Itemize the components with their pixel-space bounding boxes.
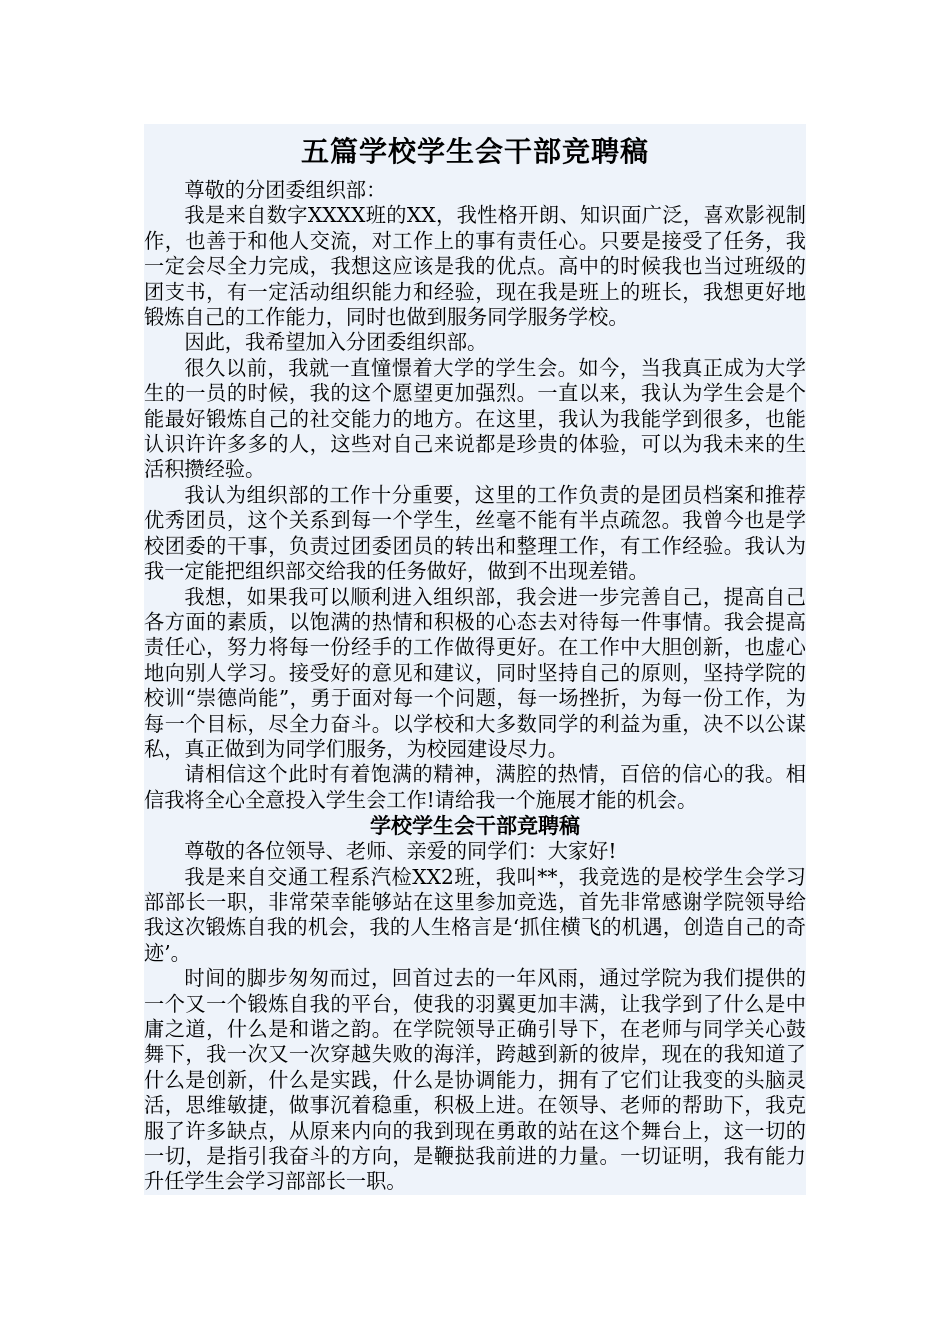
document-body	[144, 124, 806, 1195]
section-organization-dept	[144, 178, 806, 813]
body-paragraph: 我是来自数字XXXX班的XX，我性格开朗、知识面广泛，喜欢影视制作，也善于和他人交流，对工作上的事有责任心。只要是接受了任务，我一定会尽全力完成，我想这应该是我的优点。高中的时候我也当过班级的团支书，有一定活动组织能力和经验，现在我是班上的班长，我想更好地锻炼自己的工作能力，同时也做到服务同学服务学校。	[144, 203, 806, 330]
body-paragraph: 因此，我希望加入分团委组织部。	[184, 330, 488, 355]
salutation-paragraph: 尊敬的各位领导、老师、亲爱的同学们：大家好!	[184, 839, 617, 864]
section-study-dept	[144, 813, 806, 1195]
salutation-paragraph: 尊敬的分团委组织部：	[184, 178, 387, 202]
body-paragraph: 我认为组织部的工作十分重要，这里的工作负责的是团员档案和推荐优秀团员，这个关系到每一个学生，丝毫不能有半点疏忽。我曾今也是学校团委的干事，负责过团委团员的转出和整理工作，有工作经验。我认为我一定能把组织部交给我的任务做好，做到不出现差错。	[144, 482, 806, 584]
body-paragraph: 很久以前，我就一直憧憬着大学的学生会。如今，当我真正成为大学生的一员的时候，我的这个愿望更加强烈。一直以来，我认为学生会是个能最好锻炼自己的社交能力的地方。在这里，我认为我能学到很多，也能认识许许多多的人，这些对自己来说都是珍贵的体验，可以为我未来的生活积攒经验。	[144, 355, 806, 482]
body-paragraph: 我想，如果我可以顺利进入组织部，我会进一步完善自己，提高自己各方面的素质，以饱满的热情和积极的心态去对待每一件事情。我会提高责任心，努力将每一份经手的工作做得更好。在工作中大胆创新，也虚心地向别人学习。接受好的意见和建议，同时坚持自己的原则，坚持学院的校训“崇德尚能”，勇于面对每一个问题，每一场挫折，为每一份工作，为每一个目标，尽全力奋斗。以学校和大多数同学的利益为重，决不以公谋私，真正做到为同学们服务，为校园建设尽力。	[144, 584, 806, 761]
body-paragraph: 我是来自交通工程系汽检XX2班，我叫**，我竞选的是校学生会学习部部长一职，非常荣幸能够站在这里参加竞选，首先非常感谢学院领导给我这次锻炼自我的机会，我的人生格言是‘抓住横飞的机遇，创造自己的奇迹’。	[144, 864, 806, 965]
body-paragraph: 时间的脚步匆匆而过，回首过去的一年风雨，通过学院为我们提供的一个又一个锻炼自我的平台，使我的羽翼更加丰满，让我学到了什么是中庸之道，什么是和谐之韵。在学院领导正确引导下，在老师与同学关心鼓舞下，我一次又一次穿越失败的海洋，跨越到新的彼岸，现在的我知道了什么是创新，什么是实践，什么是协调能力，拥有了它们让我变的头脑灵活，思维敏捷，做事沉着稳重，积极上进。在领导、老师的帮助下，我克服了许多缺点，从原来内向的我到现在勇敢的站在这个舞台上，这一切的一切，是指引我奋斗的方向，是鞭挞我前进的力量。一切证明，我有能力升任学生会学习部部长一职。	[144, 966, 806, 1194]
section-heading: 学校学生会干部竞聘稿	[370, 814, 580, 839]
document-title: 五篇学校学生会干部竞聘稿	[300, 135, 649, 168]
closing-paragraph: 请相信这个此时有着饱满的精神，满腔的热情，百倍的信心的我。相信我将全心全意投入学生会工作!请给我一个施展才能的机会。	[144, 762, 806, 812]
